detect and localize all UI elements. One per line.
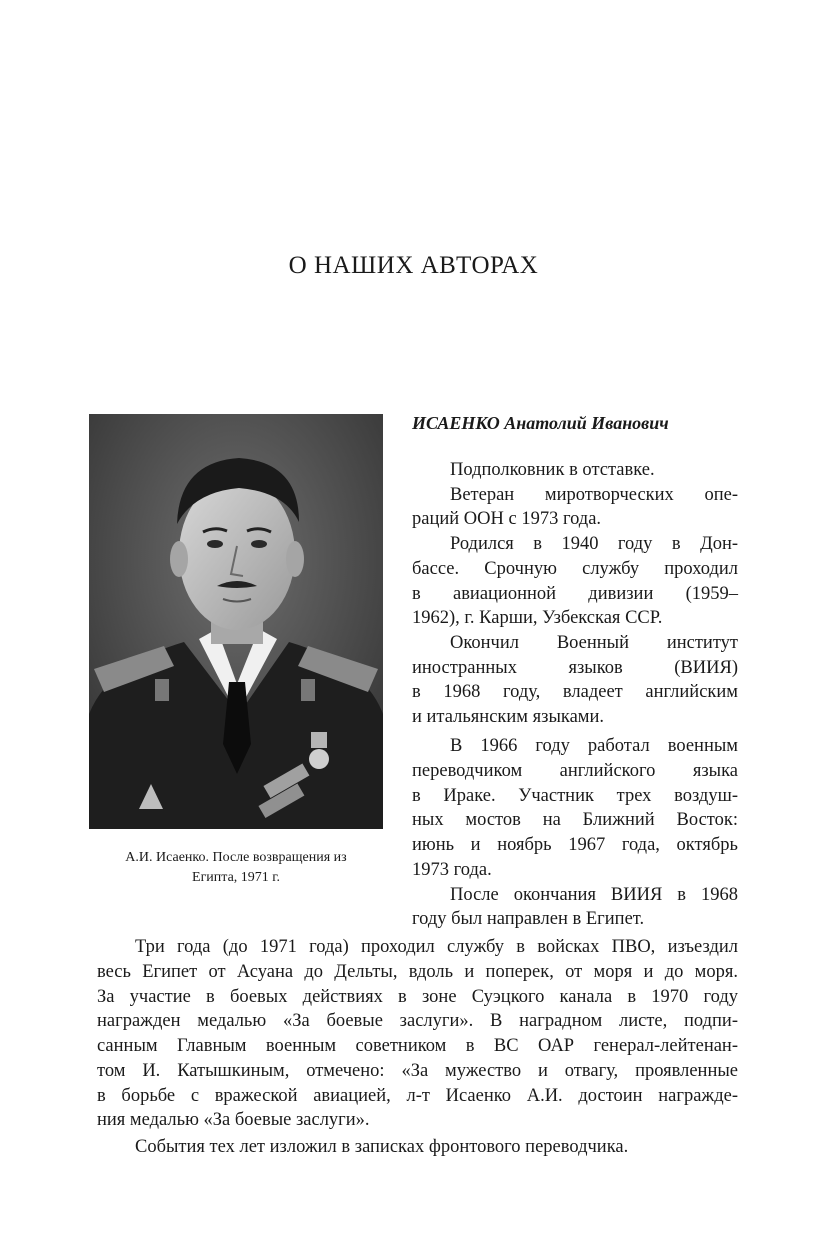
caption-line-1: А.И. Исаенко. После возвращения из — [125, 850, 347, 865]
bio-line: ных мостов на Ближний Восток: — [412, 810, 738, 830]
page-title: О НАШИХ АВТОРАХ — [288, 252, 539, 279]
bio-line: весь Египет от Асуана до Дельты, вдоль и поперек, от моря и до моря. — [97, 962, 738, 982]
bio-line: Подполковник в отставке. — [450, 460, 655, 480]
bio-line: награжден медалью «За боевые заслуги». В наградном листе, подпи- — [97, 1011, 738, 1031]
bio-line: июнь и ноябрь 1967 года, октябрь — [412, 835, 738, 855]
bio-line: Ветеран миротворческих опе- — [450, 485, 738, 505]
bio-line: году был направлен в Египет. — [412, 909, 645, 929]
author-portrait-photo — [89, 414, 383, 829]
bio-line: в борьбе с вражеской авиацией, л-т Исаенко А.И. достоин награжде- — [97, 1086, 738, 1106]
bio-line: За участие в боевых действиях в зоне Суэцкого канала в 1970 году — [97, 987, 738, 1007]
bio-line: том И. Катышкиным, отмечено: «За мужество и отвагу, проявленные — [97, 1061, 738, 1081]
bio-line: 1973 года. — [412, 860, 492, 880]
bio-line: Окончил Военный институт — [450, 633, 738, 653]
bio-line: в 1968 году, владеет английским — [412, 682, 738, 702]
portrait-illustration — [89, 414, 383, 829]
bio-line: иностранных языков (ВИИЯ) — [412, 658, 738, 678]
bio-line: и итальянским языками. — [412, 707, 605, 727]
bio-line: После окончания ВИИЯ в 1968 — [450, 885, 738, 905]
bio-line: санным Главным военным советником в ВС ОАР генерал-лейтенан- — [97, 1036, 738, 1056]
bio-line: ния медалью «За боевые заслуги». — [97, 1110, 370, 1130]
bio-line: Родился в 1940 году в Дон- — [450, 534, 738, 554]
bio-line: переводчиком английского языка — [412, 761, 738, 781]
bio-line: бассе. Срочную службу проходил — [412, 559, 738, 579]
bio-line: Три года (до 1971 года) проходил службу в войсках ПВО, изъездил — [135, 937, 738, 957]
bio-line: В 1966 году работал военным — [450, 736, 738, 756]
bio-line: в Ираке. Участник трех воздуш- — [412, 786, 738, 806]
bio-line: раций ООН с 1973 года. — [412, 509, 602, 529]
author-name: ИСАЕНКО Анатолий Иванович — [412, 413, 669, 433]
bio-line: в авиационной дивизии (1959– — [412, 584, 738, 604]
caption-line-2: Египта, 1971 г. — [192, 870, 280, 885]
bio-line: 1962), г. Карши, Узбекская ССР. — [412, 608, 663, 628]
bio-line: События тех лет изложил в записках фронтового переводчика. — [135, 1137, 629, 1157]
photo-caption — [89, 848, 383, 888]
